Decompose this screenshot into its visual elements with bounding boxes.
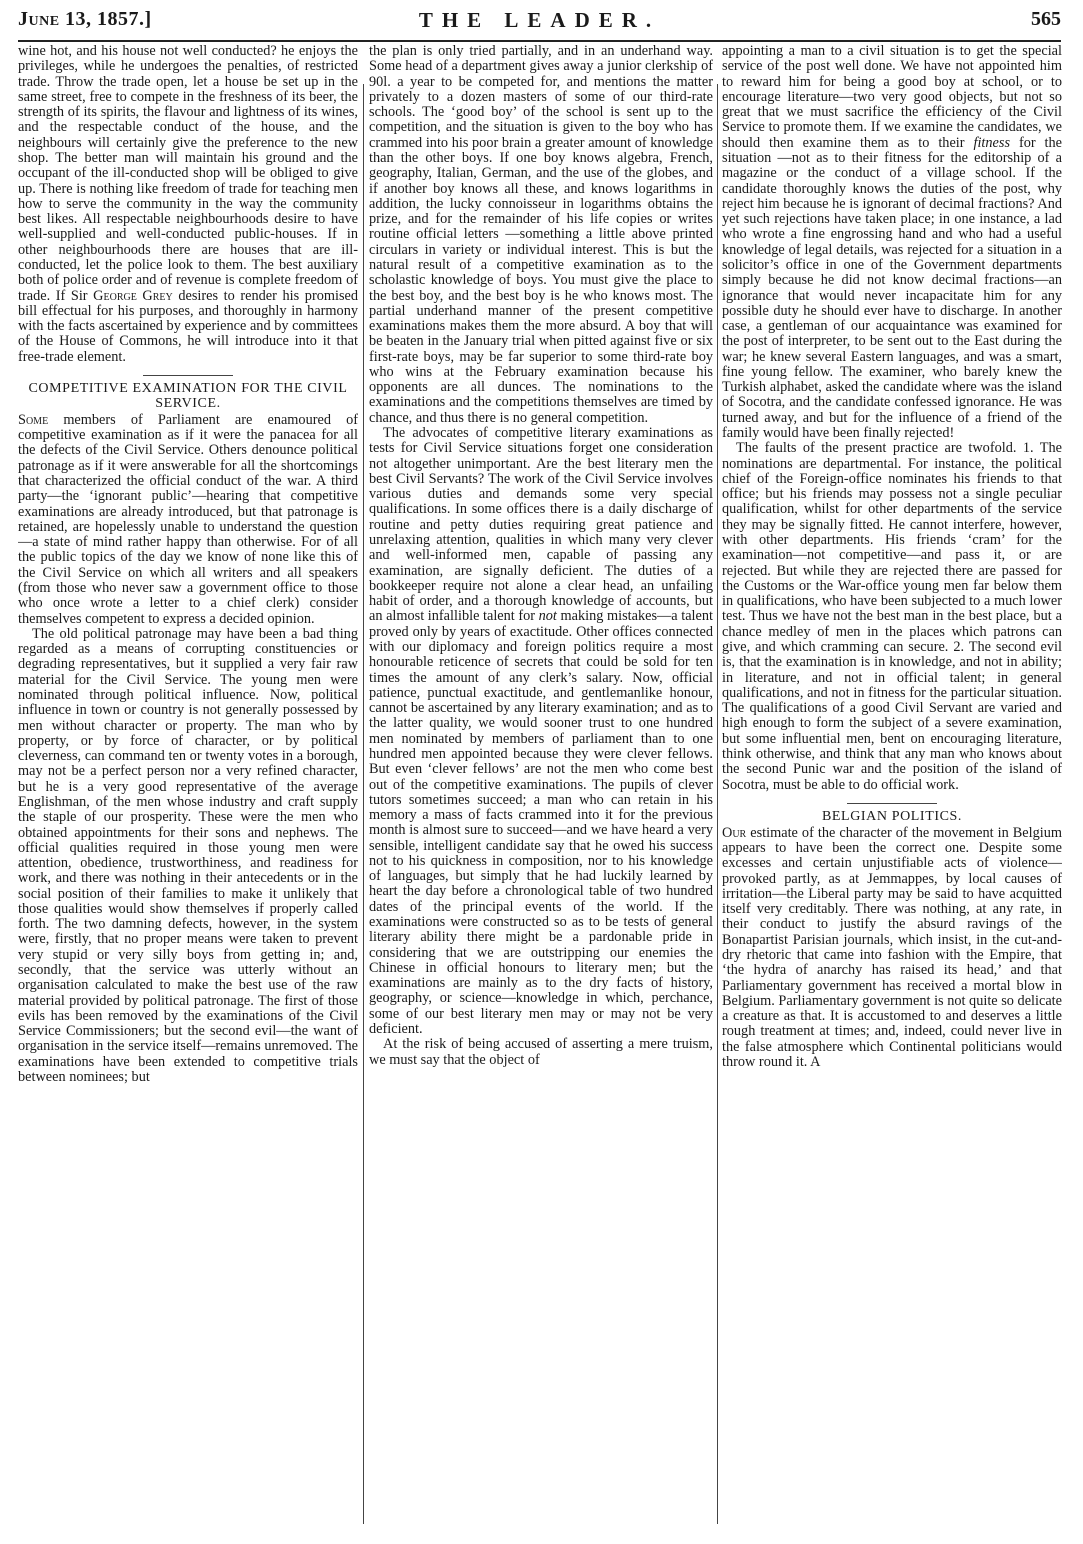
section-heading: BELGIAN POLITICS. — [821, 808, 963, 824]
issue-date: June 13, 1857.] — [18, 8, 152, 30]
lead-word: Our — [722, 824, 747, 841]
paragraph: The faults of the present practice are twofold. 1. The nominations are departmental. For instance, the political chief of the Foreign-office nominates his friends to that office; but his friends may possess not a single peculiar qualification, whilst for other departments of the service they may be signally fitted. He cannot interfere, however, with other departments. His friends ‘cram’ for the examination—not competitive—and pass it, or are rejected. But while they are rejected there are passed for the Customs or the War-office young men far below them in qualifications, who have been subjected to a much lower test. Thus we have not the best man in the best place, but a chance medley of men in the places which patrons can give, and which cramming can secure. 2. The second evil is, that the examination is in knowledge, and not in ability; in literature, and not in official talent; in general qualifications, and not in fitness for the particular situation. The qualifications of a good Civil Servant are varied and high enough to form the subject of a severe examination, but some influential men, bent on encouraging literature, think otherwise, and think that any man who knows about the second Punic war and the position of the island of Socotra, must be able to do official work. — [722, 440, 1062, 793]
text: The advocates of competitive literary examinations as tests for Civil Service situations forget one consideration not altogether unimportant. Are the best literary men the best Civil Servants? The work of the Civil Service involves various duties and demands some very special qualifications. In some offices there is a daily discharge of routine and petty duties requiring great patience and unrelaxing attention, qualities in which many very clever and well-informed men, capable of passing any examination, are signally deficient. The duties of a bookkeeper require not alone a clear head, an unfailing habit of order, and a thorough knowledge of accounts, but an almost infallible talent for — [369, 425, 713, 625]
text: members of Parliament are enamoured of competitive examination as if it were the panacea for all the defects of the Civil Service. Others denounce political patronage as if it were answerable for all the shortcomings that characterized the official conduct of the war. A third party—the ‘ignorant public’—hearing that competitive examinations are already introduced, but that patronage is retained, are hopelessly unable to understand the question—a state of mind rather happy than otherwise. For of all the public topics of the day we know of none like this of the Civil Service on which all writers and all speakers (from those who never saw a government office to those who once wrote a letter to a chief clerk) consider themselves competent to express a decided opinion. — [18, 411, 358, 627]
paragraph — [722, 826, 1062, 1071]
paragraph — [18, 413, 358, 627]
column-1 — [18, 44, 358, 1530]
column-3 — [722, 44, 1062, 1530]
paragraph: At the risk of being accused of asserting a mere truism, we must say that the object of — [369, 1036, 713, 1068]
paragraph: the plan is only tried partially, and in an underhand way. Some head of a department gives away a junior clerkship of 90l. a year to be competed for, and mentions the matter privately to a dozen masters of some of our third-rate schools. The ‘good boy’ of the school is sent up to the competition, and the situation is given to the boy who has crammed into his poor brain a greater amount of knowledge than the other boys. If one boy knows algebra, French, geography, Italian, German, and the use of the globes, and if another boy knows all these, and knows logarithms in addition, the lucky connoisseur in logarithms obtains the prize, and for the remainder of his life copies or writes routine official letters —something a little above printed circulars in variety or individual interest. This is but the natural result of a competitive examination as to the scholastic knowledge of boys. You must give the place to the best boy, and the best boy is he who knows most. The partial underhand manner of the present competitive examinations makes them the more absurd. A boy that will be beaten in the January trial when pitted against five or six first-rate boys, may be far superior to some third-rate boy who wins at the February examination because his opponents are all dunces. The nominations to the examinations and the competitions themselves are timed by chance, and thus there is no general competition. — [369, 44, 713, 426]
section-divider — [847, 803, 937, 804]
paragraph: The old political patronage may have been a bad thing regarded as a means of corrupting constituencies or degrading representatives, but it supplied a very fair raw material for the Civil Service. The young men were nominated through political influence. Now, political influence in town or country is not generally possessed by men without character or property. The man who by property, or by force of character, or by political cleverness, can command ten or twenty votes in a borough, may not be a perfect person nor a very refined character, but he is a very good representative of the average Englishman, of the men whose industry and craft supply the staple of our prosperity. These were the men who obtained appointments for their sons and nephews. The official qualities required in those young men were attention, obedience, trustworthiness, and readiness for work, and there was nothing in their antecedents or in the social position of their families to make it unlikely that those qualities would show themselves if properly called forth. The two damning defects, however, in the system were, firstly, that no proper means were taken to prevent very stupid or very silly boys from getting in; and, secondly, that the service was utterly without an organisation calculated to make the best use of the raw material provided by political patronage. The first of those evils has been removed by the examinations of the Civil Service Commissioners; but the second evil—the want of organisation in the service itself—remains unremoved. The examinations have been extended to competitive trials between nominees; but — [18, 625, 358, 1085]
page-header — [18, 4, 1061, 34]
text: estimate of the character of the movement in Belgium appears to have been the correct one. Despite some excesses and certain unjustifiable acts of violence—provoked partly, as at Jemmappes, by local causes of irritation—the Liberal party may be said to have acquitted itself very creditably. There was nothing, at any rate, in their conduct to justify the absurd ravings of the Bonapartist Parisian journals, which insist, in the cut-and-dry rhetoric that came into fashion with the Empire, that ‘the hydra of anarchy has raised its head,’ and that Parliamentary government has received a mortal blow in Belgium. Parliamentary government is not quite so delicate a creature as that. It is accustomed to and deserves a little rough treatment at times; and, indeed, could never live in the false atmosphere which Continental politicians would throw round it. A — [722, 824, 1062, 1070]
column-2 — [369, 44, 713, 1530]
section-divider — [143, 375, 233, 376]
page-number: 565 — [1031, 8, 1061, 30]
section-heading: COMPETITIVE EXAMINATION FOR THE CIVIL SERVICE. — [28, 380, 348, 411]
header-rule — [18, 40, 1061, 42]
text: desires to render his promised bill effectual for his purposes, and thoroughly in harmony with the facts ascertained by experience and by committees of the House of Commons, he will introduce into it that free-trade element. — [18, 287, 358, 365]
lead-word: Some — [18, 411, 49, 428]
paragraph — [722, 44, 1062, 441]
text: appointing a man to a civil situation is to get the special service of the post well done. We have not appointed him to reward him for being a good boy at school, or to encourage literature—two very good objects, but not so great that we must sacrifice the efficiency of the Civil Service to promote them. If we examine the candidates, we should then examine them as to their — [722, 44, 1062, 151]
column-rule — [717, 84, 718, 1524]
paragraph — [369, 426, 713, 1037]
text: wine hot, and his house not well conducted? he enjoys the privileges, while he undergoes the penalties, of restricted trade. Throw the trade open, let a house be set up in the same street, free to compete in the freshness of its beer, the strength of its spirits, the flavour and lightness of its wines, and the respectable conduct of the house, and the neighbours will certainly give the preference to the new shop. The better man will maintain his ground and the occupant of the ill-conducted shop will be obliged to give up. There is nothing like freedom of trade for teaching men how to serve the community in the way the community best likes. All respectable neighbourhoods desire to have well-supplied and well-conducted public-houses. If in other neighbourhoods there are houses that are ill-conducted, let the police look to them. The best auxiliary both of police order and of revenue is complete freedom of trade. If Sir — [18, 44, 358, 304]
emphasis: fitness — [973, 134, 1011, 151]
text: for the situation —not as to their fitness for the editorship of a magazine or the conduct of a village school. If the candidate thoroughly knows the duties of the post, why reject him because he is ignorant of decimal fractions? And yet such rejections have taken place; in one instance, a lad who wrote a fine engrossing hand and who had a useful knowledge of legal details, was rejected for a situation in a solicitor’s office in one of the Government departments simply because he did not know decimal fractions—an ignorance that would never incapacitate him for any possible duty he should ever have to discharge. In another case, a gentleman of our acquaintance was examined for the post of interpreter, to be sent out to the East during the war; he knew several Eastern languages, and was a smart, fine young fellow. The examiner, who barely knew the Turkish alphabet, asked the candidate where was the island of Socotra, and the candidate confessed ignorance. He was turned away, and but for the influence of a friend of the family would have been finally rejected! — [722, 134, 1062, 442]
masthead-title: THE LEADER. — [418, 8, 661, 32]
emphasis: not — [538, 608, 557, 625]
paragraph — [18, 44, 358, 365]
text: making mistakes—a talent proved only by years of exactitude. Other offices connected with our diplomacy and foreign politics require a most honourable reticence of secrets that could be sold for ten times the amount of any clerk’s salary. Now, official patience, punctual exactitude, and gentlemanlike honour, cannot be ascertained by any literary examination; and as to the latter quality, we would sooner trust to one hundred men nominated by members of parliament than to one hundred men appointed because they were clever fellows. But even ‘clever fellows’ are not the men who come best out of the competitive examinations. The pupils of clever tutors sometimes succeed; a man who can retain in his memory a mass of facts crammed into it for the previous month is almost sure to succeed—and we have heard a very sensible, intelligent candidate say that he owed his success not to his quickness in composition, nor to his knowledge of languages, but simply that he had luckily learned by heart the day before a chronological table of two hundred dates of the principal events of the world. If the examinations were constructed so as to be tests of general literary ability there might be a pardonable pride in considering that we are outstripping our enemies the Chinese in official honours to literary men; but the examinations are mainly as to the dry facts of history, geography, or science—knowledge in which, perchance, some of our best literary men may or may not be very deficient. — [369, 608, 713, 1037]
person-name: George Grey — [93, 287, 173, 304]
column-rule — [363, 84, 364, 1524]
